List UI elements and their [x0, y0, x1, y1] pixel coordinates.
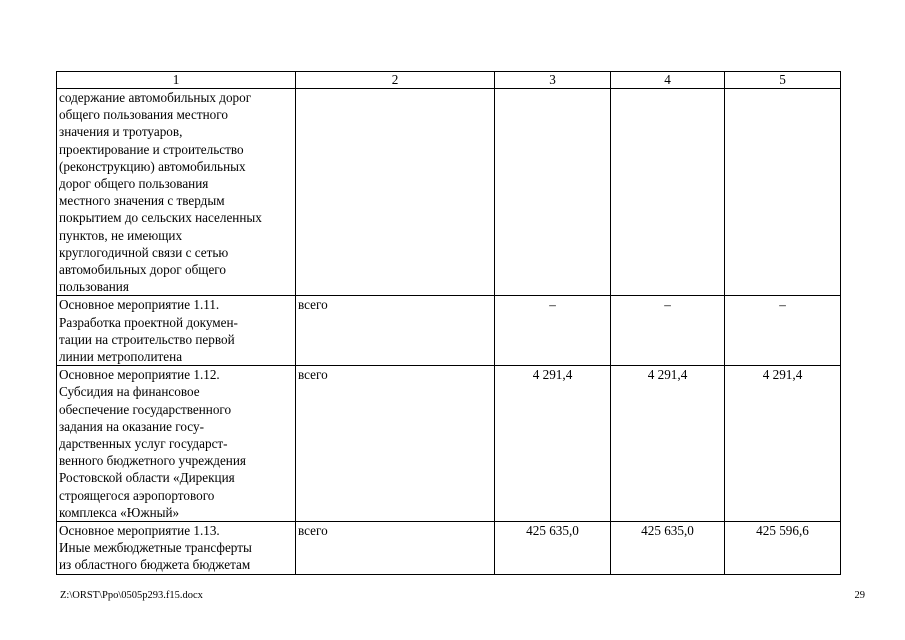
name-text-line: Ростовской области «Дирекция	[59, 470, 235, 486]
table-row	[57, 522, 841, 575]
table-row	[57, 89, 841, 296]
name-text-line: Основное мероприятие 1.11.	[59, 297, 220, 313]
page-number: 29	[854, 590, 865, 601]
name-text-line: обеспечение государственного	[59, 401, 232, 417]
header-cell-4: 4	[611, 72, 725, 89]
header-cell-3: 3	[495, 72, 611, 89]
header-cell-1: 1	[57, 72, 296, 89]
row-type-cell: всего	[296, 522, 495, 575]
name-text-line: тации на строительство первой	[59, 331, 235, 347]
row-value-5: 4 291,4	[725, 366, 841, 522]
name-text-line: Иные межбюджетные трансферты	[59, 540, 252, 556]
row-type-cell	[296, 89, 495, 296]
row-name-cell	[57, 89, 296, 296]
row-name-cell	[57, 296, 296, 366]
name-text-line: проектирование и строительство	[59, 141, 244, 157]
row-value-3	[495, 89, 611, 296]
name-text-line: дорог общего пользования	[59, 176, 209, 192]
name-text-line: Основное мероприятие 1.13.	[59, 523, 220, 539]
row-value-5	[725, 89, 841, 296]
name-text-line: пунктов, не имеющих	[59, 227, 183, 243]
header-cell-5: 5	[725, 72, 841, 89]
name-text-line: строящегося аэропортового	[59, 487, 215, 503]
name-text-line: местного значения с твердым	[59, 193, 225, 209]
row-value-4	[611, 89, 725, 296]
table-row	[57, 296, 841, 366]
row-name-cell	[57, 366, 296, 522]
table-header-row	[57, 72, 841, 89]
row-value-5: –	[725, 296, 841, 366]
name-text-line: из областного бюджета бюджетам	[59, 557, 251, 573]
name-text-line: общего пользования местного	[59, 107, 228, 123]
name-text-line: значения и тротуаров,	[59, 124, 183, 140]
row-value-4: –	[611, 296, 725, 366]
name-text-line: комплекса «Южный»	[59, 504, 180, 520]
row-type-cell: всего	[296, 296, 495, 366]
row-value-5: 425 596,6	[725, 522, 841, 575]
row-value-4: 425 635,0	[611, 522, 725, 575]
program-table	[56, 71, 841, 575]
name-text-line: покрытием до сельских населенных	[59, 210, 262, 226]
name-text-line: круглогодичной связи с сетью	[59, 244, 229, 260]
row-value-3: –	[495, 296, 611, 366]
name-text-line: содержание автомобильных дорог	[59, 90, 252, 105]
row-value-4: 4 291,4	[611, 366, 725, 522]
row-type-cell: всего	[296, 366, 495, 522]
name-text-line: задания на оказание госу-	[59, 418, 204, 434]
row-value-3: 425 635,0	[495, 522, 611, 575]
row-value-3: 4 291,4	[495, 366, 611, 522]
table-row	[57, 366, 841, 522]
name-text-line: автомобильных дорог общего	[59, 262, 226, 278]
name-text-line: дарственных услуг государст-	[59, 436, 228, 452]
name-text-line: Разработка проектной докумен-	[59, 314, 238, 330]
name-text-line: пользования	[59, 279, 129, 295]
row-name-cell	[57, 522, 296, 575]
file-path-footer: Z:\ORST\Ppo\0505p293.f15.docx	[60, 590, 203, 601]
name-text-line: (реконструкцию) автомобильных	[59, 158, 246, 174]
name-text-line: Основное мероприятие 1.12.	[59, 367, 220, 383]
name-text-line: Субсидия на финансовое	[59, 384, 200, 400]
header-cell-2: 2	[296, 72, 495, 89]
name-text-line: линии метрополитена	[59, 349, 183, 365]
name-text-line: венного бюджетного учреждения	[59, 453, 246, 469]
